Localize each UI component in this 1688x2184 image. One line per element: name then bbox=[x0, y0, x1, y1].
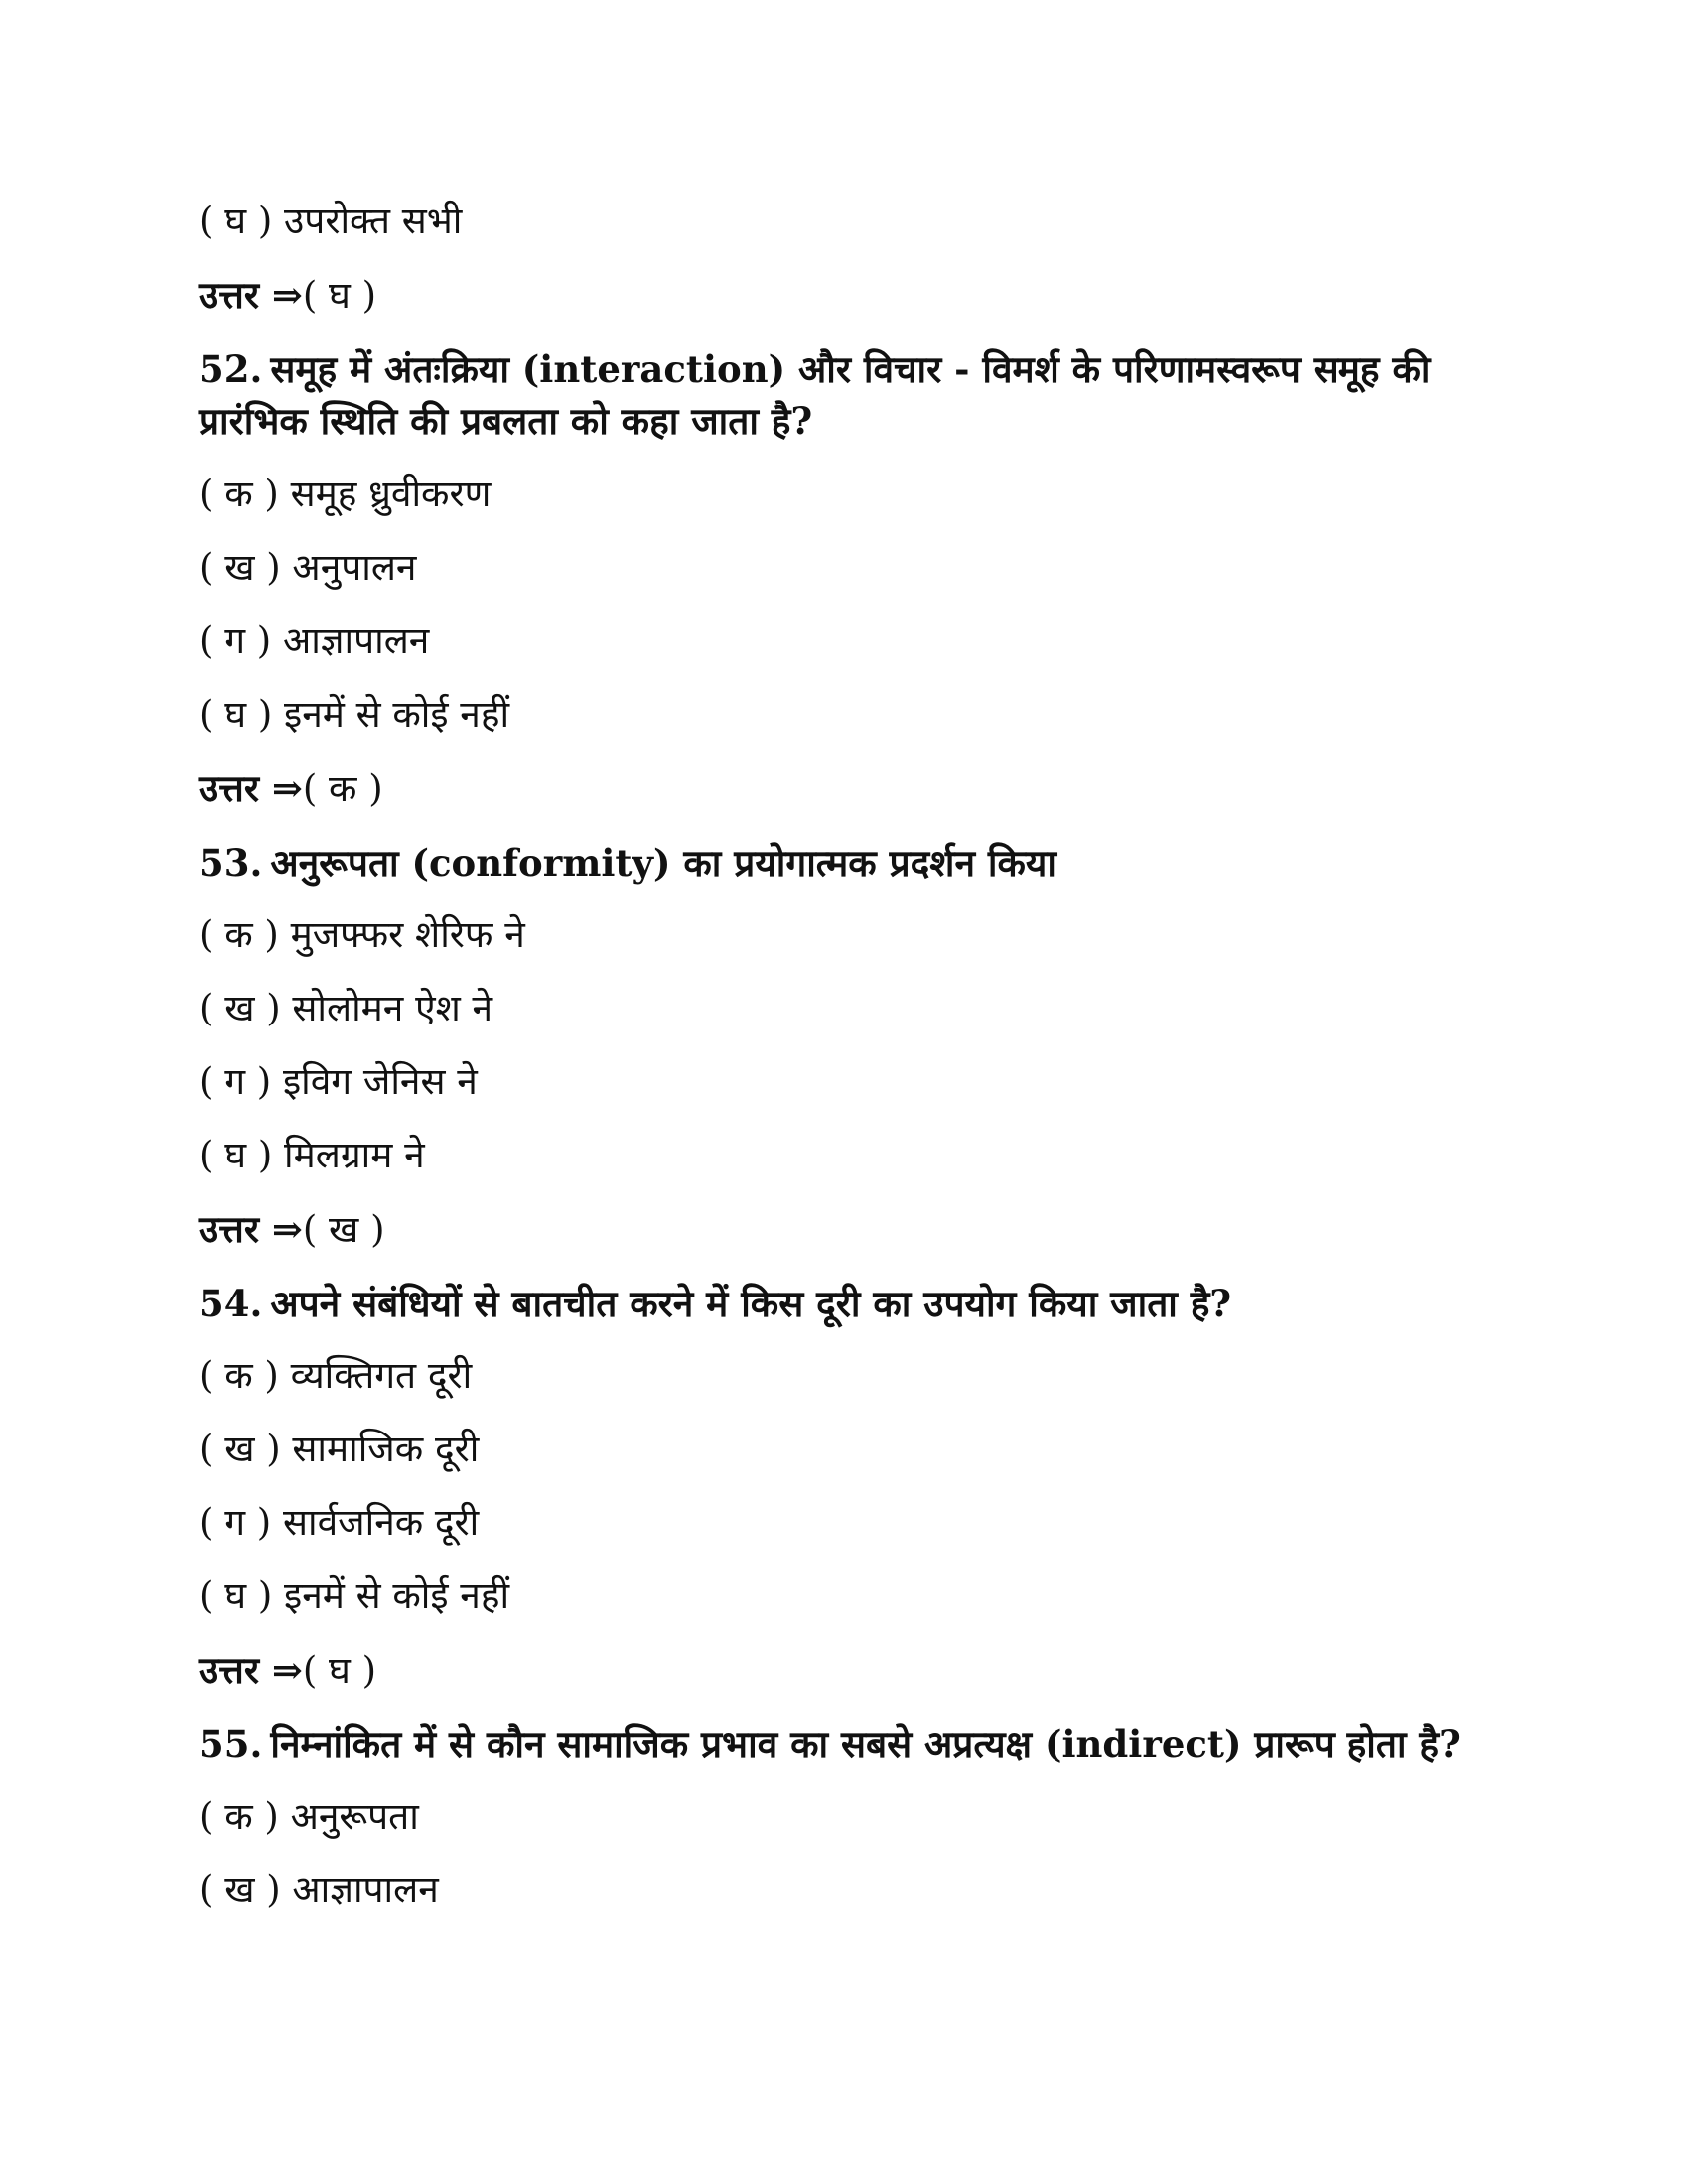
option-53-kha: ( ख ) सोलोमन ऐश ने bbox=[199, 987, 493, 1029]
option-55-ka: ( क ) अनुरूपता bbox=[199, 1795, 419, 1838]
option-53-gha: ( घ ) मिलग्राम ने bbox=[199, 1134, 425, 1176]
option-53-ga: ( ग ) इविग जेनिस ने bbox=[199, 1060, 478, 1103]
option-54-ka: ( क ) व्यक्तिगत दूरी bbox=[199, 1354, 473, 1397]
question-54 bbox=[199, 1278, 1509, 1329]
option-52-ga: ( ग ) आज्ञापालन bbox=[199, 619, 430, 662]
question-55 bbox=[199, 1718, 1509, 1770]
question-number: 55. bbox=[199, 1722, 263, 1766]
answer-label: उत्तर ⇒ bbox=[199, 273, 303, 317]
option-53-ka: ( क ) मुजफ्फर शेरिफ ने bbox=[199, 913, 525, 956]
answer-label: उत्तर ⇒ bbox=[199, 766, 303, 810]
question-52 bbox=[199, 343, 1509, 447]
answer-value: ( घ ) bbox=[302, 1649, 377, 1692]
option-54-kha: ( ख ) सामाजिक दूरी bbox=[199, 1428, 480, 1470]
question-text: समूह में अंतःक्रिया (interaction) और विचार - विमर्श के परिणामस्वरूप समूह की प्रारंभिक स्थिति की प्रबलता को कहा जाता है? bbox=[199, 347, 1431, 443]
option-55-kha: ( ख ) आज्ञापालन bbox=[199, 1868, 439, 1911]
answer-label: उत्तर ⇒ bbox=[199, 1648, 303, 1692]
question-text: निम्नांकित में से कौन सामाजिक प्रभाव का सबसे अप्रत्यक्ष (indirect) प्रारूप होता है? bbox=[270, 1722, 1461, 1766]
question-number: 52. bbox=[199, 347, 263, 391]
answer-53 bbox=[199, 1204, 385, 1254]
option-54-gha: ( घ ) इनमें से कोई नहीं bbox=[199, 1574, 510, 1617]
option-prev-gha: ( घ ) उपरोक्त सभी bbox=[199, 200, 463, 242]
option-52-gha: ( घ ) इनमें से कोई नहीं bbox=[199, 693, 510, 736]
answer-value: ( घ ) bbox=[302, 274, 377, 317]
question-number: 53. bbox=[199, 841, 263, 885]
question-number: 54. bbox=[199, 1282, 263, 1325]
question-text: अपने संबंधियों से बातचीत करने में किस दूरी का उपयोग किया जाता है? bbox=[270, 1282, 1232, 1325]
option-52-ka: ( क ) समूह ध्रुवीकरण bbox=[199, 473, 492, 515]
option-54-ga: ( ग ) सार्वजनिक दूरी bbox=[199, 1501, 480, 1544]
answer-value: ( ख ) bbox=[302, 1208, 385, 1251]
answer-value: ( क ) bbox=[302, 767, 383, 810]
answer-label: उत्तर ⇒ bbox=[199, 1207, 303, 1251]
answer-prev bbox=[199, 270, 376, 320]
question-text: अनुरूपता (conformity) का प्रयोगात्मक प्रदर्शन किया bbox=[270, 841, 1056, 885]
answer-52 bbox=[199, 763, 383, 813]
answer-54 bbox=[199, 1645, 376, 1695]
question-53 bbox=[199, 837, 1509, 888]
option-52-kha: ( ख ) अनुपालन bbox=[199, 546, 417, 589]
